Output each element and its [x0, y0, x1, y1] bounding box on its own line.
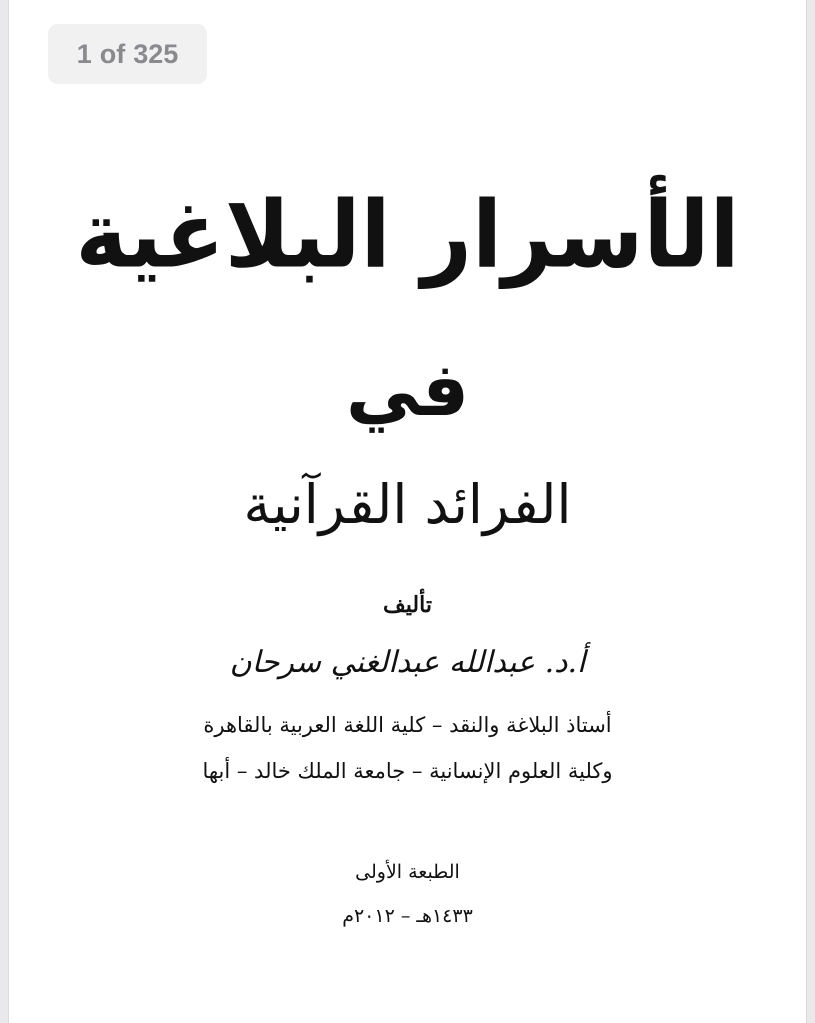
authorship-label: تأليف	[383, 592, 432, 618]
edition-label: الطبعة الأولى	[355, 861, 460, 883]
total-pages-number: 325	[133, 38, 179, 69]
author-affiliation-line-1: أستاذ البلاغة والنقد – كلية اللغة العربية بالقاهرة	[203, 713, 612, 737]
book-title-main: الأسرار البلاغية	[75, 180, 740, 289]
current-page-number: 1	[76, 38, 92, 69]
author-name: أ.د. عبدالله عبدالغني سرحان	[229, 645, 586, 680]
author-affiliation-line-2: وكلية العلوم الإنسانية – جامعة الملك خالد – أبها	[202, 759, 613, 783]
publication-date: ١٤٣٣هـ – ٢٠١٢م	[342, 905, 473, 927]
page-of-label: of	[99, 38, 126, 69]
cover-content	[8, 0, 807, 1023]
book-title-sub: الفرائد القرآنية	[243, 473, 572, 536]
book-title-connector: في	[345, 347, 470, 433]
